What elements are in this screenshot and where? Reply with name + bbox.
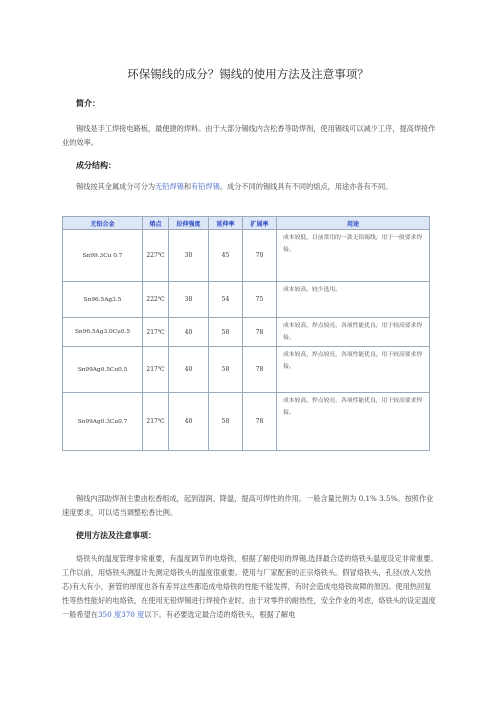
cell-elongation: 58	[209, 318, 243, 347]
col-header-alloy: 无铅合金	[63, 217, 143, 230]
lead-free-solder-link[interactable]: 无铅焊锡	[155, 182, 184, 191]
usage-text-b: 以下。有必要选定最合适的烙铁头，根据了解电	[144, 610, 296, 619]
temp-350-link[interactable]: 350 度	[97, 610, 122, 619]
cell-alloy: Sn96.5Ag3.0Cu0.5	[63, 318, 143, 347]
usage-heading: 使用方法及注意事项：	[76, 531, 156, 540]
cell-spread-rate: 75	[243, 282, 277, 318]
col-header-tensile-strength: 拉伸强度	[169, 217, 209, 230]
cell-elongation: 54	[209, 282, 243, 318]
cell-tensile-strength: 40	[169, 393, 209, 451]
table-row	[63, 393, 430, 451]
cell-usage: 成本较高，焊点较亮，各项性能优良，用于较高要求焊接。	[277, 347, 430, 393]
page-title: 环保锡线的成分？锡线的使用方法及注意事项？	[127, 67, 369, 81]
cell-usage: 成本较高，焊点较亮，各项性能优良，用于较高要求焊接。	[277, 393, 430, 451]
col-header-elongation: 延伸率	[209, 217, 243, 230]
intro-paragraph: 锡线是手工焊接电路板，最便捷的焊料。由于大部分锡线内含松香等助焊剂，使用锡线可以减少工序，提高焊接作业的效率。	[62, 124, 436, 147]
cell-elongation: 45	[209, 230, 243, 282]
composition-text-b: 和	[183, 182, 192, 191]
table-row	[63, 230, 430, 282]
cell-tensile-strength: 40	[169, 318, 209, 347]
cell-usage: 成本较高，较少选用。	[277, 282, 430, 318]
intro-heading: 简介：	[76, 99, 100, 108]
composition-paragraph	[62, 180, 438, 194]
cell-tensile-strength: 30	[169, 230, 209, 282]
cell-usage: 成本较低，目前常用的一款无铅锡线，用于一般要求焊接。	[277, 230, 430, 282]
cell-melting-point: 222℃	[143, 282, 169, 318]
table-row	[63, 347, 430, 393]
cell-spread-rate: 70	[243, 230, 277, 282]
composition-text-c: 。成分不同的锡线具有不同的熔点，用途亦各有不同。	[219, 182, 393, 191]
cell-tensile-strength: 40	[169, 347, 209, 393]
cell-elongation: 58	[209, 347, 243, 393]
table-row	[63, 318, 430, 347]
flux-paragraph: 锡线内部助焊剂主要由松香组成，起到湿润、降温，提高可焊性的作用。一般含量比例为 0.1% 3.5%。按照作业速度要求，可以适当调整松香比例。	[62, 494, 434, 517]
col-header-melting-point: 熔点	[143, 217, 169, 230]
cell-tensile-strength: 38	[169, 282, 209, 318]
cell-spread-rate: 78	[243, 318, 277, 347]
composition-text-a: 锡线按其金属成分可分为	[76, 182, 156, 191]
cell-elongation: 58	[209, 393, 243, 451]
usage-text-a: 烙铁头的温度管理非常重要，有温度调节的电烙铁，根据了解使用的焊锡,选择最合适的烙铁头温度设定非常重要。工作以前，用烙铁头测温计先测定烙铁头的温度很重要。使用与厂家配套的正宗烙铁头。假冒烙铁头，孔径(放入发热芯)有大有小，套管的厚度也各有差异这些都造成电烙铁的性能不能发挥，有时会造成电烙铁故障的原因。使用热回复性等热性能好的电烙铁，在使用无铅焊锡进行焊接作业时，由于对零件的耐热性，安全作业的考虑，烙铁头的设定温度一般希望在	[62, 554, 438, 619]
table-row	[63, 282, 430, 318]
composition-heading: 成分结构：	[76, 161, 116, 170]
cell-spread-rate: 78	[243, 393, 277, 451]
col-header-spread-rate: 扩展率	[243, 217, 277, 230]
alloy-table	[62, 216, 430, 451]
cell-melting-point: 217℃	[143, 318, 169, 347]
cell-alloy: Sn99Ag0.3Cu0.7	[63, 393, 143, 451]
cell-alloy: Sn99Ag0.5Cu0.5	[63, 347, 143, 393]
usage-paragraph	[62, 552, 438, 622]
temp-370-link[interactable]: 370 度	[121, 610, 145, 619]
col-header-usage: 用途	[277, 217, 430, 230]
cell-alloy: Sn96.5Ag3.5	[63, 282, 143, 318]
cell-melting-point: 227℃	[143, 230, 169, 282]
table-header-row	[63, 217, 430, 230]
cell-alloy: Sn99.3Cu 0.7	[63, 230, 143, 282]
cell-spread-rate: 78	[243, 347, 277, 393]
cell-melting-point: 217℃	[143, 393, 169, 451]
leaded-solder-link[interactable]: 有铅焊锡	[191, 182, 220, 191]
cell-melting-point: 217℃	[143, 347, 169, 393]
cell-usage: 成本较高，焊点较亮，各项性能优良，用于较高要求焊接。	[277, 318, 430, 347]
